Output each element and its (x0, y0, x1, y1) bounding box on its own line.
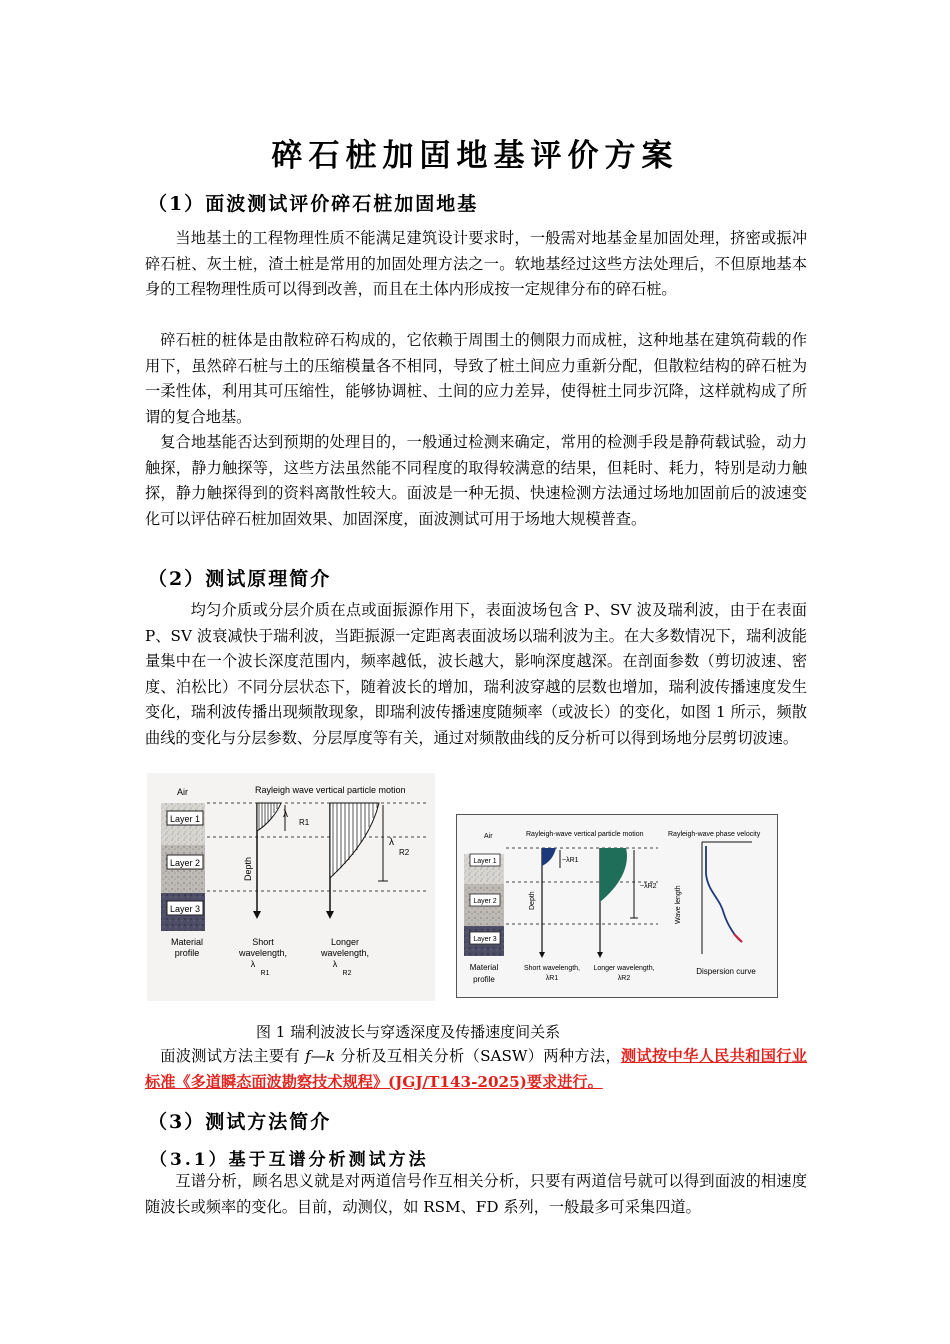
figure-caption: 图 1 瑞利波波长与穿透深度及传播速度间关系 (256, 1023, 561, 1041)
depth-label: Depth (243, 856, 253, 881)
r-layer-2-label: Layer 2 (473, 898, 497, 905)
longer-wavelength-2: wavelength, (320, 948, 370, 958)
longer-wavelength-lambda: λ (332, 959, 338, 969)
r-material-1: Material (469, 963, 499, 972)
p2-fk: f—k (305, 1047, 336, 1065)
section-3-1-paragraph-1: 互谱分析，顾名思义就是对两道信号作互相关分析，只要有两道信号就可以得到面波的相速度随波长或频率的变化。目前，动测仪，如 RSM、FD 系列，一般最多可采集四道。 (145, 1172, 807, 1216)
r-short-wavelength-2: λR1 (545, 975, 559, 982)
layer-3-label: Layer 3 (169, 904, 201, 914)
figure-left-rayleigh-motion (147, 773, 435, 1001)
short-wavelength-r1: R1 (260, 970, 270, 977)
r-dispersion-label: Dispersion curve (696, 967, 756, 976)
p2-middle: 分析及互相关分析（SASW）两种方法， (335, 1047, 621, 1065)
r1-label-top: R1 (299, 818, 310, 827)
section-1-paragraph-3: 复合地基能否达到预期的处理目的，一般通过检测来确定，常用的检测手段是静荷载试验，动力触探，静力触探等，这些方法虽然能不同程度的取得较满意的结果，但耗时、耗力，特别是动力触探，静力触探得到的资料离散性较大。面波是一种无损、快速检测方法通过场地加固前后的波速变化可以评估碎石桩加固效果、加固深度，面波测试可用于场地大规模普查。 (145, 433, 807, 528)
r-wavelength-label: Wave length (675, 885, 682, 924)
r-depth-label: Depth (529, 891, 536, 910)
figure-right-dispersion (456, 814, 778, 998)
p2-prefix: 面波测试方法主要有 (160, 1047, 306, 1065)
r-material-2: profile (473, 975, 495, 984)
r-air-label: Air (484, 833, 493, 840)
r2-label-top: R2 (399, 848, 410, 857)
section-2-paragraph-1: 均匀介质或分层介质在点或面振源作用下，表面波场包含 P、SV 波及瑞利波，由于在表面 P、SV 波衰减快于瑞利波，当距振源一定距离表面波场以瑞利波为主。在大多数情况下，瑞利波能量集中在一个波长深度范围内，频率越低，波长越大，影响深度越深。在剖面参数（剪切波速、密度、泊松比）不同分层状态下，随着波长的增加，瑞利波穿越的层数也增加，瑞利波传播速度发生变化，瑞利波传播出现频散现象，即瑞利波传播速度随频率（或波长）的变化，如图 1 所示，频散曲线的变化与分层参数、分层厚度等有关，通过对频散曲线的反分析可以得到场地分层剪切波速。 (145, 601, 807, 747)
short-wavelength-lambda: λ (250, 959, 256, 969)
section-3-1-heading: （3.1）基于互谱分析测试方法 (150, 1150, 429, 1170)
r-motion-header: Rayleigh-wave vertical particle motion (526, 831, 644, 838)
p2-standard-requirement: 测试按中华人民共和国行业标准《多道瞬态面波勘察技术规程》(JGJ/T143-2025)要求进行。 (145, 1047, 807, 1091)
section-2-paragraph-2 (145, 1044, 807, 1095)
section-1-heading: （1）面波测试评价碎石桩加固地基 (148, 193, 479, 215)
section-1-paragraph-2: 碎石桩的桩体是由散粒碎石构成的，它依赖于周围土的侧限力而成桩，这种地基在建筑荷载的作用下，虽然碎石桩与土的压缩模量各不相同，导致了桩土间应力重新分配，但散粒结构的碎石桩为一柔性体，利用其可压缩性，能够协调桩、土间的应力差异，使得桩土同步沉降，这样就构成了所谓的复合地基。 (145, 331, 807, 426)
r-r1-label: ~λR1 (562, 857, 579, 864)
r-layer-3-label: Layer 3 (473, 936, 497, 943)
lambda-2-symbol: λ (389, 837, 394, 848)
air-label: Air (177, 787, 188, 797)
section-1-paragraph-1: 当地基土的工程物理性质不能满足建筑设计要求时，一般需对地基金星加固处理，挤密或振冲碎石桩、灰土桩，渣土桩是常用的加固处理方法之一。软地基经过这些方法处理后，不但原地基本身的工程物理性质可以得到改善，而且在土体内形成按一定规律分布的碎石桩。 (145, 229, 807, 298)
motion-header: Rayleigh wave vertical particle motion (255, 785, 406, 795)
r-r2-label: ~λR2 (640, 883, 657, 890)
layer-2-label: Layer 2 (169, 858, 201, 868)
longer-wavelength-r2: R2 (342, 970, 352, 977)
r-long-wavelength-1: Longer wavelength, (593, 965, 655, 972)
layer-1-label: Layer 1 (169, 814, 201, 824)
r-layer-1-label: Layer 1 (473, 858, 497, 865)
material-label-1: Material (170, 937, 204, 947)
material-label-2: profile (174, 948, 200, 958)
section-2-heading: （2）测试原理简介 (148, 568, 332, 590)
lambda-1-symbol: λ (283, 809, 288, 820)
r-phase-velocity-header: Rayleigh-wave phase velocity (668, 831, 761, 838)
short-wavelength-2: wavelength, (238, 948, 288, 958)
document-title: 碎石桩加固地基评价方案 (271, 138, 679, 174)
r-long-wavelength-2: λR2 (617, 975, 631, 982)
r-short-wavelength-1: Short wavelength, (523, 965, 581, 972)
section-3-heading: （3）测试方法简介 (148, 1111, 332, 1133)
longer-wavelength-1: Longer (330, 937, 360, 947)
short-wavelength-1: Short (252, 937, 274, 947)
